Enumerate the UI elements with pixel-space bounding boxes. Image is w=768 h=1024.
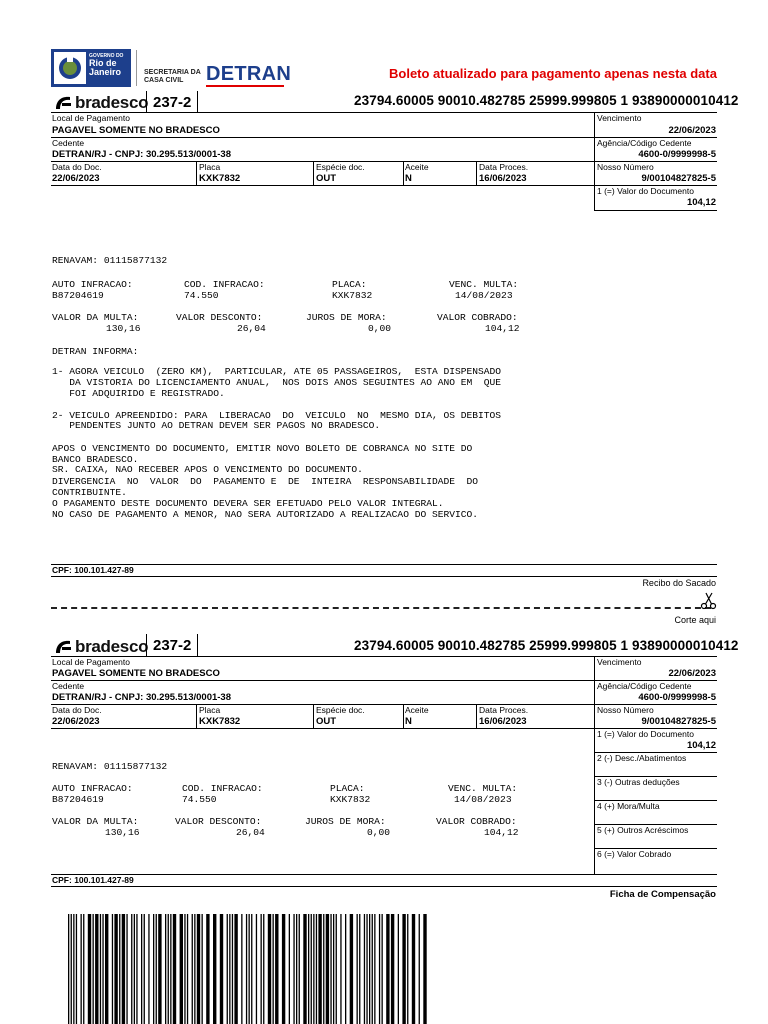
slip1-cell-divider (196, 161, 197, 185)
desc-abatimentos-label: 2 (-) Desc./Abatimentos (597, 753, 687, 763)
barcode-bar (386, 914, 389, 1024)
barcode-bar (165, 914, 166, 1024)
placa-value: KXK7832 (199, 173, 241, 184)
barcode-bar (126, 914, 127, 1024)
cedente-value: DETRAN/RJ - CNPJ: 30.295.513/0001-38 (52, 149, 232, 160)
barcode-bar (340, 914, 341, 1024)
bank-code-divider-right (197, 91, 198, 113)
message-1-line-3: FOI ADQUIRIDO E REGISTRADO. (52, 388, 225, 399)
valor-cobrado-header: VALOR COBRADO: (436, 816, 517, 827)
barcode-bar (83, 914, 84, 1024)
message-1-line-1: 1- AGORA VEICULO (ZERO KM), PARTICULAR, ATE 05 PASSAGEIROS, ESTA DISPENSADO (52, 366, 502, 377)
cedente-label: Cedente (52, 138, 85, 148)
detran-informa: DETRAN INFORMA: (52, 346, 139, 357)
barcode-bar (261, 914, 262, 1024)
venc-multa-value: 14/08/2023 (455, 290, 513, 301)
warning-line-2: BANCO BRADESCO. (52, 454, 139, 465)
aceite-label: Aceite (405, 705, 429, 715)
cod-infracao-header: COD. INFRACAO: (182, 783, 263, 794)
warning-line-4: DIVERGENCIA NO VALOR DO PAGAMENTO E DE INTEIRA RESPONSABILIDADE DO (52, 476, 479, 487)
barcode-bar (256, 914, 257, 1024)
barcode-bar (299, 914, 300, 1024)
warning-line-7: NO CASO DE PAGAMENTO A MENOR, NAO SERA AUTORIZADO A REALIZACAO DO SERVICO. (52, 509, 479, 520)
barcode-bar (105, 914, 108, 1024)
venc-multa-value: 14/08/2023 (454, 794, 512, 805)
barcode-bar (187, 914, 188, 1024)
barcode-bar (112, 914, 113, 1024)
barcode-bar (68, 914, 69, 1024)
barcode-bar (180, 914, 183, 1024)
placa-header: PLACA: (332, 279, 367, 290)
barcode-bar (153, 914, 154, 1024)
cedente-value: DETRAN/RJ - CNPJ: 30.295.513/0001-38 (52, 692, 232, 703)
valor-cobrado-value: 104,12 (485, 323, 520, 334)
barcode-bar (345, 914, 346, 1024)
barcode-bar (382, 914, 383, 1024)
barcode-bar (102, 914, 103, 1024)
slip1-cell-divider (403, 161, 404, 185)
agencia-value: 4600-0/9999998-5 (638, 149, 716, 160)
barcode-bar (423, 914, 426, 1024)
placa-label: Placa (199, 162, 221, 172)
barcode-bar (192, 914, 193, 1024)
juros-mora-header: JUROS DE MORA: (306, 312, 387, 323)
especie-value: OUT (316, 173, 337, 184)
renavam: RENAVAM: 01115877132 (52, 761, 168, 772)
vencimento-label: Vencimento (597, 113, 642, 123)
slip1-line (594, 210, 717, 211)
placa-header: PLACA: (330, 783, 365, 794)
detran-logo-text: DETRAN (206, 63, 292, 85)
barcode-bar (251, 914, 252, 1024)
barcode-bar (156, 914, 157, 1024)
valor-doc-value: 104,12 (686, 740, 716, 751)
barcode-bar (359, 914, 360, 1024)
barcode-bar (336, 914, 337, 1024)
vencimento-value: 22/06/2023 (668, 668, 716, 679)
message-2-line-2: PENDENTES JUNTO AO DETRAN DEVEM SER PAGOS NO BRADESCO. (52, 420, 381, 431)
valor-desconto-value: 26,04 (236, 827, 265, 838)
digitable-line: 23794.60005 90010.482785 25999.999805 1 93890000010412 (354, 638, 739, 653)
cpf-top: CPF: 100.101.427-89 (52, 565, 134, 575)
warning-line-5: CONTRIBUINTE. (52, 487, 127, 498)
outras-deducoes-label: 3 (-) Outras deduções (597, 777, 680, 787)
barcode-bar (316, 914, 317, 1024)
barcode-bar (95, 914, 98, 1024)
barcode-bar (364, 914, 365, 1024)
barcode-bar (398, 914, 399, 1024)
slip1-cell-divider (313, 161, 314, 185)
barcode-bar (144, 914, 145, 1024)
corte-aqui: Corte aqui (674, 615, 716, 625)
cod-infracao-header: COD. INFRACAO: (184, 279, 265, 290)
nosso-numero-label: Nosso Número (597, 705, 654, 715)
barcode-bar (326, 914, 329, 1024)
barcode-bar (366, 914, 367, 1024)
barcode-bar (73, 914, 74, 1024)
data-doc-label: Data do Doc. (52, 162, 102, 172)
local-label: Local de Pagamento (52, 113, 130, 123)
barcode-bar (241, 914, 242, 1024)
barcode-bar (246, 914, 247, 1024)
slip2-right-col-divider (594, 656, 595, 874)
slip2-line (51, 886, 717, 887)
update-notice: Boleto atualizado para pagamento apenas nesta data (389, 66, 717, 81)
barcode-bar (402, 914, 405, 1024)
data-proc-label: Data Proces. (479, 162, 529, 172)
cod-infracao-value: 74.550 (184, 290, 219, 301)
bank-code-divider-left (146, 634, 147, 656)
slip1-line (51, 576, 717, 577)
placa-body-value: KXK7832 (330, 794, 371, 805)
bank-code: 237-2 (153, 637, 192, 654)
barcode-bar (407, 914, 408, 1024)
aceite-value: N (405, 173, 412, 184)
warning-line-6: O PAGAMENTO DESTE DOCUMENTO DEVERA SER EFETUADO PELO VALOR INTEGRAL. (52, 498, 444, 509)
barcode-bar (100, 914, 101, 1024)
data-proc-label: Data Proces. (479, 705, 529, 715)
juros-mora-value: 0,00 (368, 323, 392, 334)
barcode-bar (148, 914, 149, 1024)
barcode-bar (134, 914, 135, 1024)
recibo-sacado: Recibo do Sacado (642, 578, 716, 588)
barcode-bar (93, 914, 94, 1024)
agencia-label: Agência/Código Cedente (597, 138, 692, 148)
cedente-label: Cedente (52, 681, 85, 691)
renavam: RENAVAM: 01115877132 (52, 255, 168, 266)
agencia-label: Agência/Código Cedente (597, 681, 692, 691)
barcode-bar (311, 914, 312, 1024)
barcode-bar (122, 914, 125, 1024)
message-1-line-2: DA VISTORIA DO LICENCIAMENTO ANUAL, NOS DOIS ANOS SEGUINTES AO ANO EM QUE (52, 377, 502, 388)
barcode-bar (369, 914, 370, 1024)
barcode-bar (227, 914, 228, 1024)
barcode-bar (229, 914, 230, 1024)
aceite-value: N (405, 716, 412, 727)
barcode-bar (194, 914, 195, 1024)
barcode-bar (350, 914, 353, 1024)
barcode-bar (220, 914, 223, 1024)
barcode-bar (268, 914, 271, 1024)
data-proc-value: 16/06/2023 (479, 173, 527, 184)
valor-desconto-header: VALOR DESCONTO: (176, 312, 263, 323)
nosso-numero-label: Nosso Número (597, 162, 654, 172)
barcode (68, 914, 432, 1024)
barcode-bar (249, 914, 250, 1024)
slip2-line (51, 874, 717, 875)
barcode-bar (333, 914, 334, 1024)
barcode-bar (282, 914, 285, 1024)
barcode-bar (81, 914, 82, 1024)
especie-label: Espécie doc. (316, 162, 365, 172)
barcode-bar (391, 914, 394, 1024)
valor-desconto-value: 26,04 (237, 323, 266, 334)
barcode-bar (273, 914, 274, 1024)
slip2-cell-divider (403, 704, 404, 728)
bradesco-logo (54, 637, 148, 657)
barcode-bar (136, 914, 137, 1024)
barcode-bar (263, 914, 264, 1024)
barcode-bar (131, 914, 132, 1024)
barcode-bar (293, 914, 294, 1024)
barcode-bar (296, 914, 297, 1024)
local-label: Local de Pagamento (52, 657, 130, 667)
header-divider (136, 50, 137, 86)
slip1-cell-divider (476, 161, 477, 185)
secretaria-label: SECRETARIA DA CASA CIVIL (144, 69, 201, 84)
message-2-line-1: 2- VEICULO APREENDIDO: PARA LIBERACAO DO VEICULO NO MESMO DIA, OS DEBITOS (52, 410, 502, 421)
auto-infracao-header: AUTO INFRACAO: (52, 783, 133, 794)
valor-cobrado-header: VALOR COBRADO: (437, 312, 518, 323)
placa-body-value: KXK7832 (332, 290, 373, 301)
barcode-bar (313, 914, 314, 1024)
juros-mora-header: JUROS DE MORA: (305, 816, 386, 827)
barcode-bar (330, 914, 331, 1024)
auto-infracao-value: B87204619 (52, 794, 104, 805)
auto-infracao-header: AUTO INFRACAO: (52, 279, 133, 290)
valor-doc-value: 104,12 (686, 197, 716, 208)
barcode-bar (71, 914, 72, 1024)
valor-doc-label: 1 (=) Valor do Documento (597, 729, 694, 739)
especie-label: Espécie doc. (316, 705, 365, 715)
agencia-value: 4600-0/9999998-5 (638, 692, 716, 703)
barcode-bar (323, 914, 324, 1024)
bradesco-logo-name: bradesco (75, 93, 149, 112)
nosso-numero-value: 9/00104827825-5 (641, 173, 716, 184)
juros-mora-value: 0,00 (367, 827, 391, 838)
barcode-bar (114, 914, 117, 1024)
cpf-bottom: CPF: 100.101.427-89 (52, 875, 134, 885)
valor-desconto-header: VALOR DESCONTO: (175, 816, 262, 827)
valor-cobrado-value: 104,12 (484, 827, 519, 838)
valor-cobrado-label: 6 (=) Valor Cobrado (597, 849, 672, 859)
bradesco-logo-icon (54, 638, 74, 656)
local-value: PAGAVEL SOMENTE NO BRADESCO (52, 668, 220, 679)
barcode-bar (170, 914, 171, 1024)
local-value: PAGAVEL SOMENTE NO BRADESCO (52, 125, 220, 136)
bank-code-divider-left (146, 91, 147, 113)
slip2-cell-divider (313, 704, 314, 728)
bradesco-logo (54, 93, 148, 113)
valor-multa-header: VALOR DA MULTA: (52, 312, 139, 323)
barcode-bar (318, 914, 321, 1024)
detran-logo (206, 64, 291, 87)
bradesco-logo-name: bradesco (75, 637, 149, 656)
barcode-bar (412, 914, 415, 1024)
placa-label: Placa (199, 705, 221, 715)
barcode-bar (173, 914, 176, 1024)
barcode-bar (213, 914, 216, 1024)
venc-multa-header: VENC. MULTA: (449, 279, 519, 290)
barcode-bar (88, 914, 91, 1024)
barcode-bar (202, 914, 203, 1024)
barcode-bar (197, 914, 200, 1024)
barcode-bar (379, 914, 380, 1024)
barcode-bar (275, 914, 278, 1024)
barcode-bar (234, 914, 237, 1024)
mora-multa-label: 4 (+) Mora/Multa (597, 801, 660, 811)
barcode-bar (308, 914, 309, 1024)
cut-line (51, 607, 711, 609)
digitable-line: 23794.60005 90010.482785 25999.999805 1 93890000010412 (354, 93, 739, 108)
nosso-numero-value: 9/00104827825-5 (641, 716, 716, 727)
barcode-bar (206, 914, 209, 1024)
data-doc-label: Data do Doc. (52, 705, 102, 715)
data-proc-value: 16/06/2023 (479, 716, 527, 727)
venc-multa-header: VENC. MULTA: (448, 783, 518, 794)
vencimento-value: 22/06/2023 (668, 125, 716, 136)
barcode-bar (158, 914, 161, 1024)
aceite-label: Aceite (405, 162, 429, 172)
valor-multa-value: 130,16 (105, 827, 140, 838)
ficha-compensacao: Ficha de Compensação (609, 889, 716, 900)
barcode-bar (141, 914, 142, 1024)
barcode-bar (419, 914, 420, 1024)
data-doc-value: 22/06/2023 (52, 173, 100, 184)
outros-acrescimos-label: 5 (+) Outros Acréscimos (597, 825, 689, 835)
barcode-bar (184, 914, 185, 1024)
barcode-bar (119, 914, 120, 1024)
cod-infracao-value: 74.550 (182, 794, 217, 805)
bank-code: 237-2 (153, 94, 192, 111)
valor-multa-header: VALOR DA MULTA: (52, 816, 139, 827)
barcode-bar (76, 914, 77, 1024)
vencimento-label: Vencimento (597, 657, 642, 667)
slip2-cell-divider (196, 704, 197, 728)
barcode-bar (372, 914, 373, 1024)
detran-logo-underline (206, 85, 284, 87)
barcode-bar (303, 914, 306, 1024)
bank-code-divider-right (197, 634, 198, 656)
slip2-cell-divider (476, 704, 477, 728)
rj-government-logo (51, 49, 131, 87)
auto-infracao-value: B87204619 (52, 290, 104, 301)
warning-line-3: SR. CAIXA, NAO RECEBER APOS O VENCIMENTO DO DOCUMENTO. (52, 464, 363, 475)
barcode-bar (232, 914, 233, 1024)
gov-logo-text: GOVERNO DO Rio de Janeiro (89, 53, 124, 77)
scissors-icon (700, 590, 718, 615)
bradesco-logo-icon (54, 94, 74, 112)
data-doc-value: 22/06/2023 (52, 716, 100, 727)
barcode-bar (289, 914, 290, 1024)
barcode-bar (168, 914, 169, 1024)
slip1-line (51, 564, 717, 565)
valor-doc-label: 1 (=) Valor do Documento (597, 186, 694, 196)
especie-value: OUT (316, 716, 337, 727)
barcode-bar (357, 914, 358, 1024)
placa-value: KXK7832 (199, 716, 241, 727)
valor-multa-value: 130,16 (106, 323, 141, 334)
barcode-bar (374, 914, 375, 1024)
warning-line-1: APOS O VENCIMENTO DO DOCUMENTO, EMITIR NOVO BOLETO DE COBRANCA NO SITE DO (52, 443, 473, 454)
